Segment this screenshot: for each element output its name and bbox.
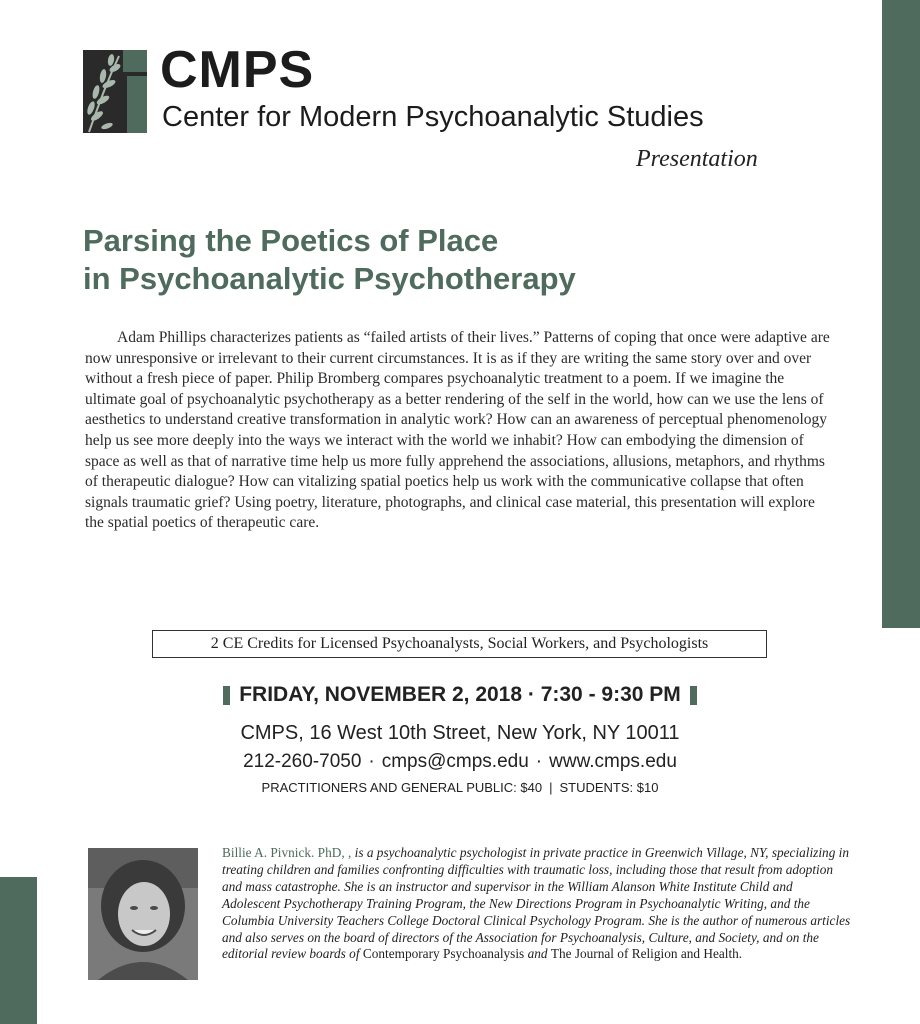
phone-number: 212-260-7050 <box>243 751 362 772</box>
square-bullet-icon <box>223 686 230 705</box>
presenter-photo <box>88 848 198 980</box>
contact-line <box>0 751 920 773</box>
event-title <box>83 222 576 298</box>
event-date-line <box>0 683 920 707</box>
conjunction-text: and <box>527 946 548 962</box>
tagline: Presentation <box>636 146 758 172</box>
event-title-line-2: in Psychoanalytic Psychotherapy <box>83 261 576 296</box>
journal-title: The Journal of Religion and Health. <box>550 946 743 962</box>
event-date-time: FRIDAY, NOVEMBER 2, 2018 · 7:30 - 9:30 PM <box>239 683 681 706</box>
event-abstract: Adam Phillips characterizes patients as “failed artists of their lives.” Patterns of coping that once were adaptive are now unresponsive or irrelevant to their current circumstances. It is as if they are writing the same story over and over without a fresh piece of paper. Philip Bromberg compares psychoanalytic treatment to a poem. If we imagine the ultimate goal of psychoanalytic psychotherapy as a better rendering of the self in the world, how can we use the lens of aesthetics to understand creative transformation in analytic work? How can an awareness of perceptual phenomenology help us see more deeply into the ways we interact with the world we inhabit? How can embodying the dimension of space as well as that of narrative time help us more fully apprehend the associations, allusions, metaphors, and rhythms of therapeutic dialogue? How can vitalizing spatial poetics help us work with the communicative collapse that often signals traumatic grief? Using poetry, literature, photographs, and clinical case material, this presentation will explore the spatial poetics of therapeutic care. <box>85 329 830 532</box>
fee-public: PRACTITIONERS AND GENERAL PUBLIC: $40 <box>261 780 543 795</box>
dot-separator: · <box>535 751 543 772</box>
organization-name: Center for Modern Psychoanalytic Studies <box>162 101 704 133</box>
email-link[interactable]: cmps@cmps.edu <box>381 751 529 772</box>
presenter-bio-text: is a psychoanalytic psychologist in private practice in Greenwich Village, NY, specializing in treating children and families confronting difficulties with traumatic loss, including those that result from adoption and mass catastrophe. She is an instructor and supervisor in the William Alanson White Institute Child and Adolescent Psychotherapy Training Program, the New Directions Program in Psychoanalytic Writing, and the Columbia University Teachers College Doctoral Clinical Psychology Program. She is the author of numerous articles and also serves on the board of directors of the Association for Psychoanalysis, Culture, and Society, and on the editorial review boards of <box>222 845 851 962</box>
fee-students: STUDENTS: $10 <box>559 780 659 795</box>
fees-line <box>0 780 920 795</box>
journal-title: Contemporary Psychoanalysis <box>362 946 525 962</box>
square-bullet-icon <box>690 686 697 705</box>
event-address: CMPS, 16 West 10th Street, New York, NY 10011 <box>240 722 680 744</box>
presenter-bio <box>222 845 852 963</box>
pipe-separator: | <box>549 780 553 795</box>
ce-credits-box <box>152 630 767 658</box>
ce-credits-text: 2 CE Credits for Licensed Psychoanalysts, Social Workers, and Psychologists <box>210 635 709 652</box>
event-title-line-1: Parsing the Poetics of Place <box>83 223 499 258</box>
brand-wordmark: CMPS <box>160 41 315 99</box>
decorative-green-bar-left <box>0 877 37 1024</box>
dot-separator: · <box>368 751 375 772</box>
decorative-green-bar-right <box>882 0 920 628</box>
presenter-name: Billie A. Pivnick. PhD, , <box>222 845 352 860</box>
olive-branch-logo-icon <box>83 50 147 133</box>
website-link[interactable]: www.cmps.edu <box>549 751 677 772</box>
